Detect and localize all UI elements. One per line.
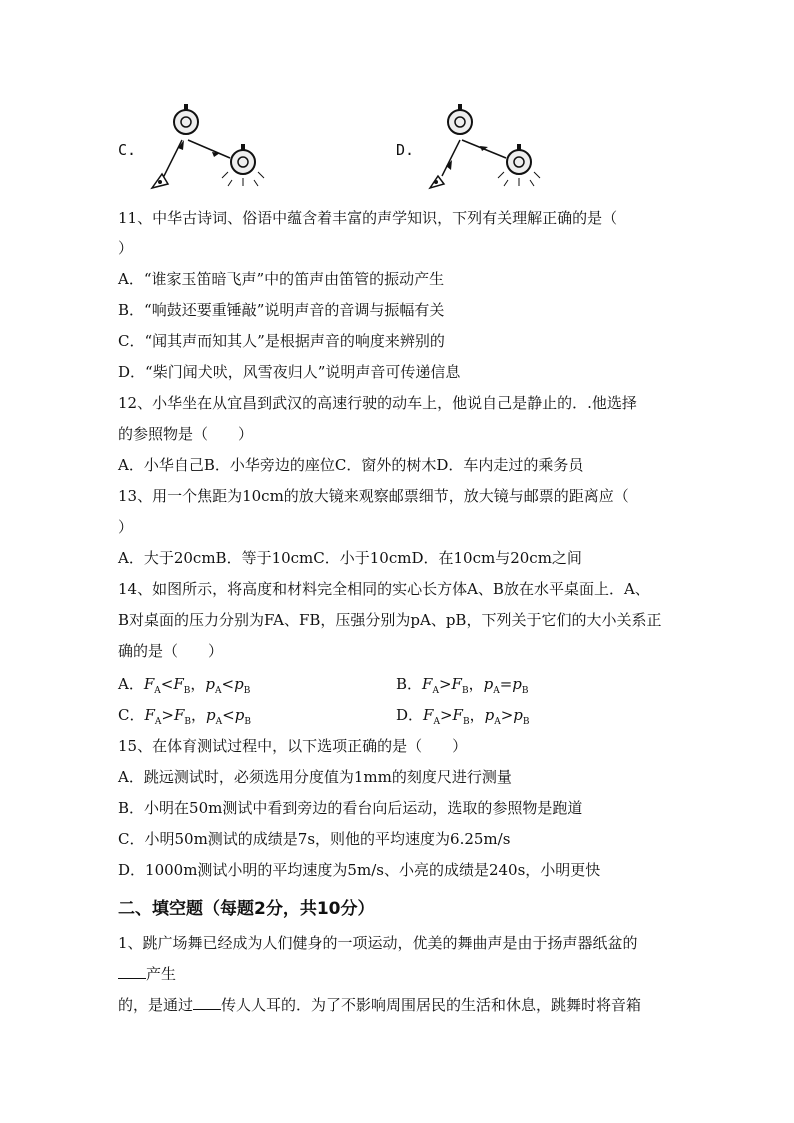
fill1-line2: 产生 <box>118 964 176 984</box>
q12-stem: 12、小华坐在从宜昌到武汉的高速行驶的动车上，他说自己是静止的．.他选择 <box>118 394 637 412</box>
q13-options: A．大于20cmB．等于10cmC．小于10cmD．在10cm与20cm之间 <box>118 549 582 567</box>
bulb-icon <box>222 144 264 186</box>
q14-option-c: C．$F_A>F_B$，$p_A<p_B$ <box>118 706 251 727</box>
eye-icon <box>430 176 444 188</box>
bulb-icon <box>174 104 198 134</box>
option-c-figure <box>148 100 268 192</box>
q14-stem-cont: B对桌面的压力分别为FA、FB，压强分别为pA、pB，下列关于它们的大小关系正 <box>118 611 662 629</box>
q14-option-b: B．$F_A>F_B$，$p_A=p_B$ <box>396 675 529 696</box>
q11-stem: 11、中华古诗词、俗语中蕴含着丰富的声学知识，下列有关理解正确的是（ <box>118 209 618 227</box>
answer-blank[interactable] <box>193 995 221 1010</box>
q15-option-c: C．小明50m测试的成绩是7s，则他的平均速度为6.25m/s <box>118 830 511 848</box>
q11-option-a: A．“谁家玉笛暗飞声”中的笛声由笛管的振动产生 <box>118 270 445 288</box>
q14-stem-end: 确的是（ ） <box>118 642 224 660</box>
q13-stem-end: ） <box>118 518 134 536</box>
q15-option-b: B．小明在50m测试中看到旁边的看台向后运动，选取的参照物是跑道 <box>118 799 583 817</box>
fill1-line1: 1、跳广场舞已经成为人们健身的一项运动，优美的舞曲声是由于扬声器纸盆的 <box>118 934 638 952</box>
q11-option-d: D．“柴门闻犬吠，风雪夜归人”说明声音可传递信息 <box>118 363 461 381</box>
q14-option-d: D．$F_A>F_B$，$p_A>p_B$ <box>396 706 530 727</box>
bulb-icon <box>498 144 540 186</box>
q11-option-c: C．“闻其声而知其人”是根据声音的响度来辨别的 <box>118 332 445 350</box>
q15-option-d: D．1000m测试小明的平均速度为5m/s、小亮的成绩是240s，小明更快 <box>118 861 601 879</box>
section-title: 二、填空题（每题2分，共10分） <box>118 899 375 919</box>
q13-stem: 13、用一个焦距为10cm的放大镜来观察邮票细节，放大镜与邮票的距离应（ <box>118 487 629 505</box>
q15-stem: 15、在体育测试过程中，以下选项正确的是（ ） <box>118 737 468 755</box>
option-d-figure <box>424 100 544 192</box>
bulb-icon <box>448 104 472 134</box>
option-d-label: D. <box>396 141 415 159</box>
q11-option-b: B．“响鼓还要重锤敲”说明声音的音调与振幅有关 <box>118 301 445 319</box>
q15-option-a: A．跳远测试时，必须选用分度值为1mm的刻度尺进行测量 <box>118 768 512 786</box>
q12-stem-cont: 的参照物是（ ） <box>118 425 254 443</box>
answer-blank[interactable] <box>118 964 146 979</box>
fill1-line3: 的，是通过 传人人耳的．为了不影响周围居民的生活和休息，跳舞时将音箱 <box>118 996 642 1014</box>
option-c-label: C. <box>118 141 137 159</box>
q14-stem: 14、如图所示，将高度和材料完全相同的实心长方体A、B放在水平桌面上．A、 <box>118 580 650 598</box>
eye-icon <box>152 174 168 188</box>
q14-option-a: A．$F_A<F_B$，$p_A<p_B$ <box>118 675 251 696</box>
q12-options: A．小华自己B．小华旁边的座位C．窗外的树木D．车内走过的乘务员 <box>118 456 584 474</box>
q11-stem-end: ） <box>118 239 134 257</box>
